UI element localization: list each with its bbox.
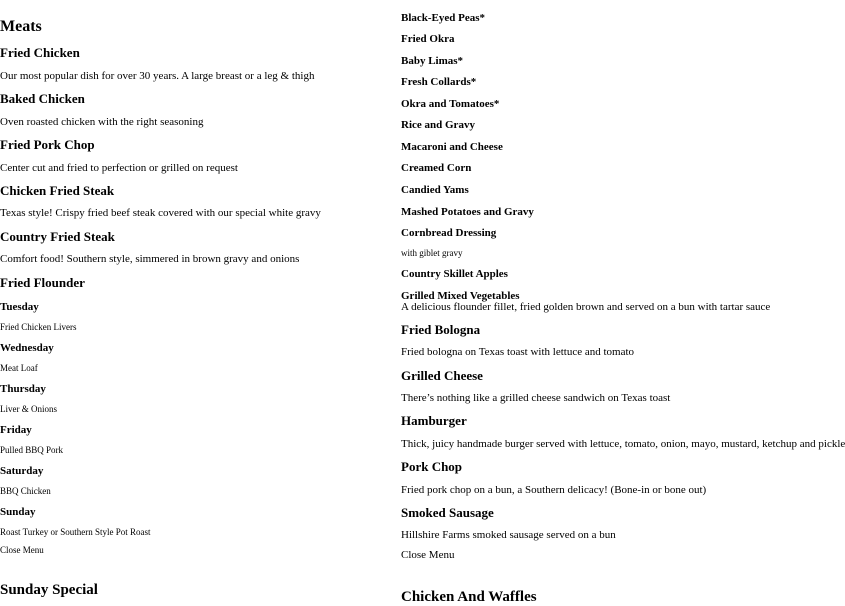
menu-item-desc: Center cut and fried to perfection or grilled on request	[0, 162, 238, 174]
sandwich-name: Hamburger	[401, 413, 467, 428]
vegetable-item: Country Skillet Apples	[401, 268, 508, 280]
menu-item-desc: Texas style! Crispy fried beef steak covered with our special white gravy	[0, 207, 321, 219]
sandwich-name: Grilled Cheese	[401, 368, 483, 383]
menu-item-desc: A delicious flounder fillet, fried golden brown and served on a bun with tartar sauce	[401, 301, 771, 313]
day-special: BBQ Chicken	[0, 486, 51, 496]
menu-item-desc: Oven roasted chicken with the right seasoning	[0, 116, 204, 128]
menu-item-name: Fried Chicken	[0, 45, 80, 60]
day-label: Sunday	[0, 506, 36, 518]
vegetable-item: Mashed Potatoes and Gravy	[401, 206, 534, 218]
sandwich-name: Fried Bologna	[401, 322, 481, 337]
menu-item-name: Chicken Fried Steak	[0, 183, 115, 198]
section-title-chicken-and-waffles: Chicken And Waffles	[401, 589, 537, 605]
close-menu-link[interactable]: Close Menu	[401, 549, 455, 561]
vegetable-item: Cornbread Dressing	[401, 227, 497, 239]
vegetable-item: Baby Limas*	[401, 55, 464, 67]
menu-item-name: Baked Chicken	[0, 91, 85, 106]
vegetable-item: Black-Eyed Peas*	[401, 12, 486, 24]
sandwich-desc: There’s nothing like a grilled cheese sandwich on Texas toast	[401, 392, 671, 404]
day-special: Pulled BBQ Pork	[0, 445, 64, 455]
section-title-meats: Meats	[0, 18, 42, 35]
vegetable-item: Okra and Tomatoes*	[401, 98, 500, 110]
day-label: Wednesday	[0, 342, 54, 354]
day-label: Tuesday	[0, 301, 39, 313]
vegetable-item: Candied Yams	[401, 184, 469, 196]
menu-item-desc: Our most popular dish for over 30 years. A large breast or a leg & thigh	[0, 70, 315, 82]
vegetable-item: Fried Okra	[401, 33, 455, 45]
sandwich-desc: Thick, juicy handmade burger served with lettuce, tomato, onion, mayo, mustard, ketchup and pickle	[401, 438, 845, 450]
vegetable-item: Rice and Gravy	[401, 119, 475, 131]
close-menu-link[interactable]: Close Menu	[0, 545, 44, 555]
day-label: Friday	[0, 424, 32, 436]
menu-item-name: Country Fried Steak	[0, 229, 115, 244]
vegetable-item: Creamed Corn	[401, 162, 472, 174]
sandwich-desc: Fried pork chop on a bun, a Southern delicacy! (Bone-in or bone out)	[401, 484, 707, 496]
day-special: Meat Loaf	[0, 363, 38, 373]
menu-item-name: Fried Flounder	[0, 275, 85, 290]
vegetable-item: Fresh Collards*	[401, 76, 477, 88]
day-special: Roast Turkey or Southern Style Pot Roast	[0, 527, 151, 537]
day-special: Fried Chicken Livers	[0, 322, 77, 332]
day-label: Thursday	[0, 383, 46, 395]
vegetable-item: Macaroni and Cheese	[401, 141, 503, 153]
sandwich-name: Pork Chop	[401, 459, 463, 474]
sandwich-name: Smoked Sausage	[401, 505, 494, 520]
day-label: Saturday	[0, 465, 44, 477]
vegetable-item: Grilled Mixed Vegetables	[401, 290, 520, 302]
section-title-sunday-special: Sunday Special	[0, 582, 98, 598]
vegetable-note: with giblet gravy	[401, 248, 463, 258]
sandwich-desc: Hillshire Farms smoked sausage served on a bun	[401, 529, 616, 541]
menu-item-name: Fried Pork Chop	[0, 137, 95, 152]
day-special: Liver & Onions	[0, 404, 57, 414]
menu-item-desc: Comfort food! Southern style, simmered in brown gravy and onions	[0, 253, 300, 265]
sandwich-desc: Fried bologna on Texas toast with lettuce and tomato	[401, 346, 635, 358]
